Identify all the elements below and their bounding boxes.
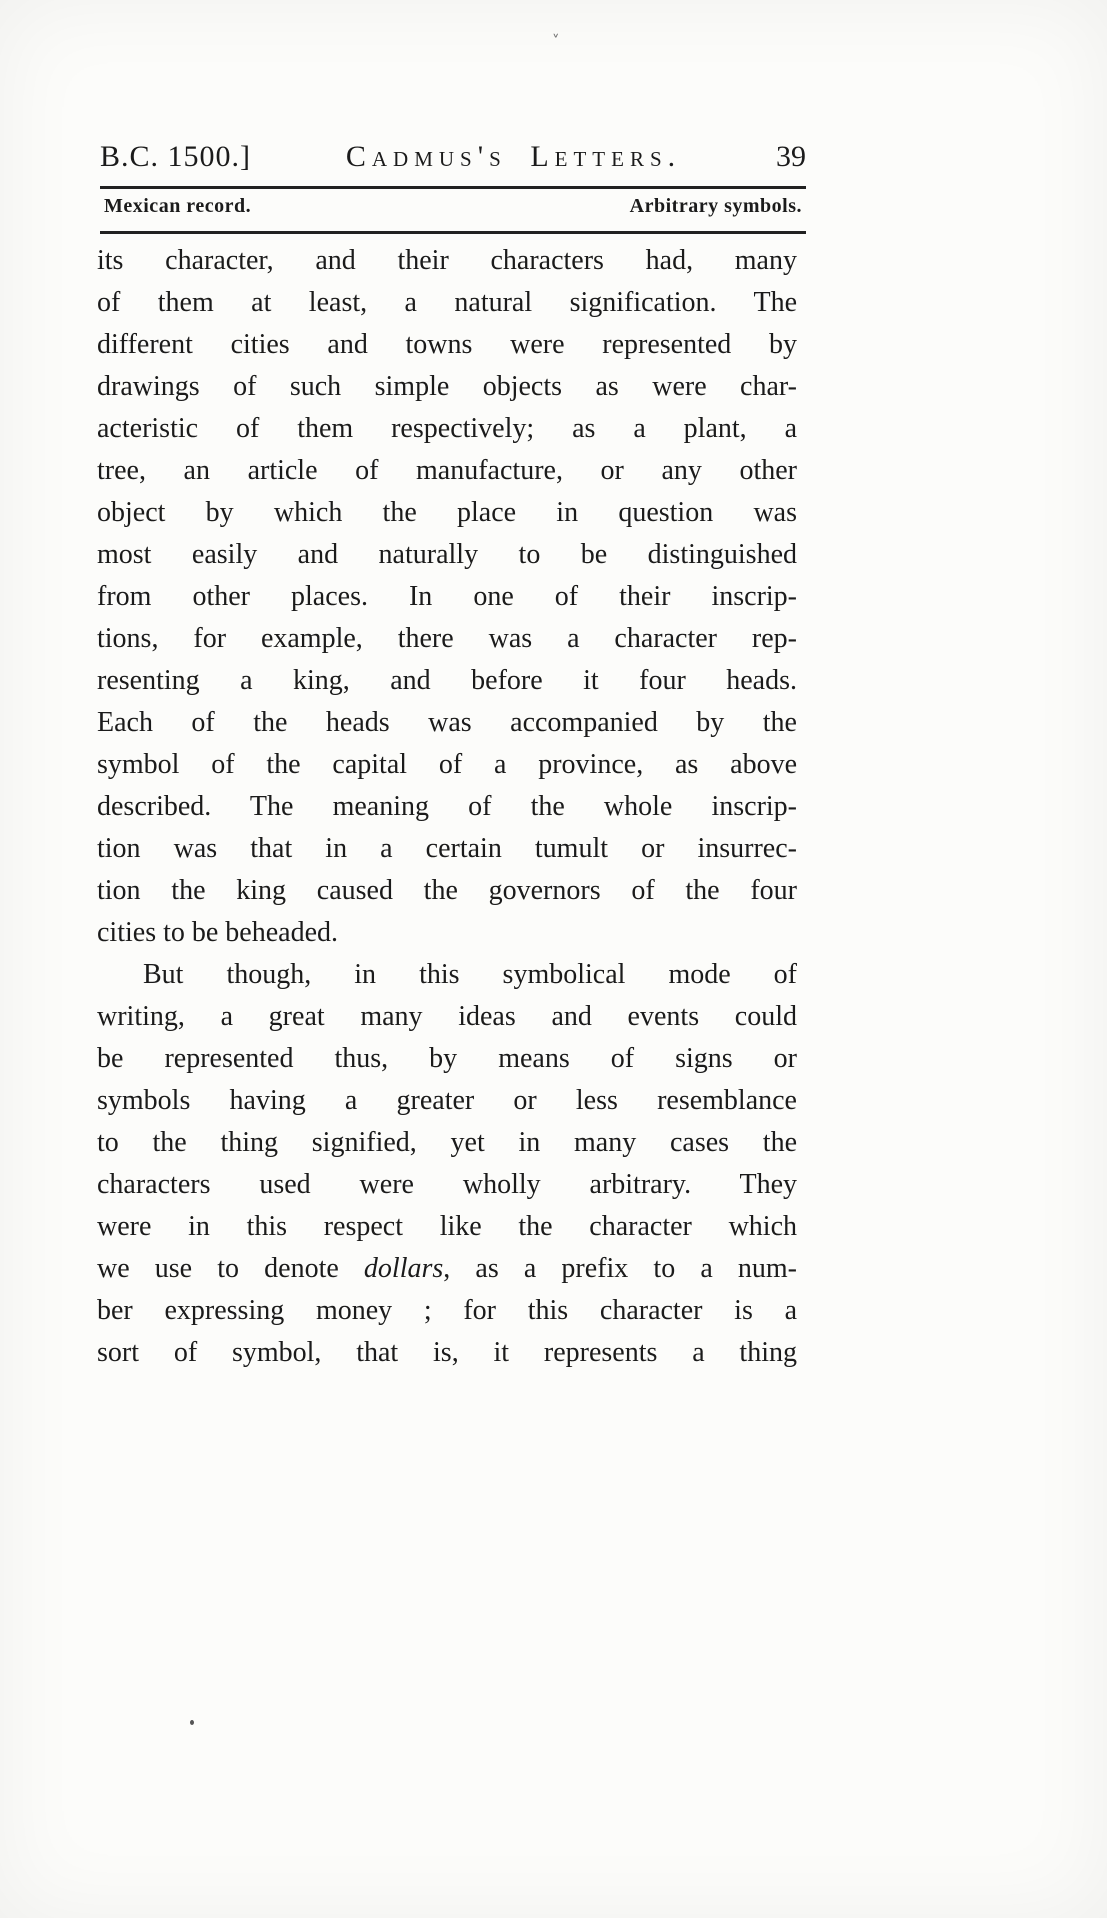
text-segment: , as a prefix to a num- bbox=[443, 1253, 797, 1284]
text-segment: its character, and their characters had, many bbox=[97, 245, 797, 276]
text-line bbox=[97, 744, 797, 786]
text-segment: symbols having a greater or less resemblance bbox=[97, 1085, 797, 1116]
text-line bbox=[97, 912, 797, 954]
text-segment: ber expressing money ; for this character is a bbox=[97, 1295, 797, 1326]
text-line bbox=[97, 534, 797, 576]
text-segment: characters used were wholly arbitrary. They bbox=[97, 1169, 797, 1200]
text-line bbox=[97, 324, 797, 366]
running-head-right: Arbitrary symbols. bbox=[629, 195, 802, 217]
page-number: 39 bbox=[776, 140, 806, 173]
text-line bbox=[97, 1332, 797, 1374]
text-line bbox=[97, 954, 797, 996]
text-segment: But though, in this symbolical mode of bbox=[143, 959, 797, 990]
text-line bbox=[97, 870, 797, 912]
text-segment: drawings of such simple objects as were char- bbox=[97, 371, 797, 402]
text-segment: described. The meaning of the whole inscrip- bbox=[97, 791, 797, 822]
text-segment: of them at least, a natural signification. The bbox=[97, 287, 797, 318]
text-line bbox=[97, 996, 797, 1038]
text-segment: were in this respect like the character which bbox=[97, 1211, 797, 1242]
text-line bbox=[97, 786, 797, 828]
text-line bbox=[97, 702, 797, 744]
text-line bbox=[97, 660, 797, 702]
text-segment: to the thing signified, yet in many cases the bbox=[97, 1127, 797, 1158]
text-segment: different cities and towns were represented by bbox=[97, 329, 797, 360]
text-line bbox=[97, 408, 797, 450]
text-segment: resenting a king, and before it four heads. bbox=[97, 665, 797, 696]
text-line bbox=[97, 282, 797, 324]
text-segment: tion was that in a certain tumult or insurrec- bbox=[97, 833, 797, 864]
text-line bbox=[97, 1080, 797, 1122]
text-segment: tree, an article of manufacture, or any other bbox=[97, 455, 797, 486]
scan-speck-bottom bbox=[190, 1720, 194, 1725]
running-heads bbox=[104, 195, 802, 218]
text-segment: most easily and naturally to be distinguished bbox=[97, 539, 797, 570]
text-segment: writing, a great many ideas and events could bbox=[97, 1001, 797, 1032]
text-line bbox=[97, 1164, 797, 1206]
text-segment: we use to denote bbox=[97, 1253, 364, 1284]
text-line bbox=[97, 618, 797, 660]
text-line bbox=[97, 828, 797, 870]
text-segment: sort of symbol, that is, it represents a thing bbox=[97, 1337, 797, 1368]
italic-text: dollars bbox=[363, 1253, 444, 1284]
text-line bbox=[97, 366, 797, 408]
text-segment: be represented thus, by means of signs or bbox=[97, 1043, 797, 1074]
header-date: B.C. 1500.] bbox=[100, 140, 252, 173]
text-line bbox=[97, 1248, 797, 1290]
text-line bbox=[97, 1290, 797, 1332]
text-line bbox=[97, 492, 797, 534]
text-line bbox=[97, 1206, 797, 1248]
header-rule bbox=[100, 186, 806, 189]
running-title: Cadmus's Letters. bbox=[345, 140, 682, 173]
text-line bbox=[97, 576, 797, 618]
text-segment: from other places. In one of their inscrip- bbox=[97, 581, 797, 612]
text-segment: cities to be beheaded. bbox=[97, 917, 339, 948]
text-line bbox=[97, 240, 797, 282]
text-segment: tion the king caused the governors of the four bbox=[97, 875, 797, 906]
running-head-left: Mexican record. bbox=[104, 195, 252, 217]
subheader-rule bbox=[100, 231, 806, 234]
text-segment: Each of the heads was accompanied by the bbox=[97, 707, 797, 738]
body-text bbox=[97, 240, 797, 1374]
text-line bbox=[97, 1038, 797, 1080]
scan-speck-top: ˅ bbox=[552, 32, 560, 50]
page-header bbox=[100, 140, 806, 174]
text-segment: object by which the place in question was bbox=[97, 497, 797, 528]
text-segment: tions, for example, there was a character rep- bbox=[97, 623, 797, 654]
text-line bbox=[97, 1122, 797, 1164]
text-segment: acteristic of them respectively; as a plant, a bbox=[97, 413, 797, 444]
text-segment: symbol of the capital of a province, as above bbox=[97, 749, 797, 780]
text-line bbox=[97, 450, 797, 492]
